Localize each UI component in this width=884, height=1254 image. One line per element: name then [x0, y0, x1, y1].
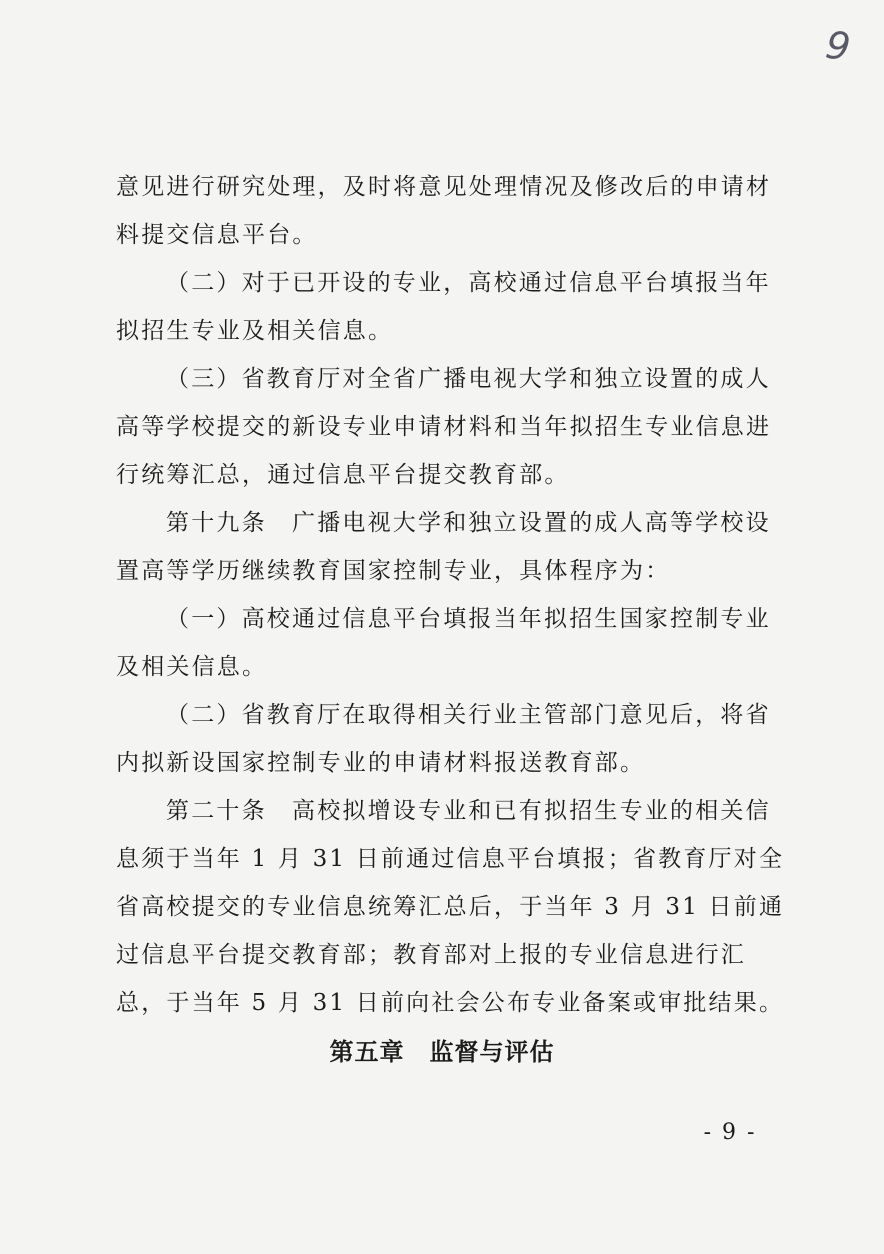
paragraph-continuation: 意见进行研究处理，及时将意见处理情况及修改后的申请材料提交信息平台。 [116, 174, 772, 248]
paragraph-item-1: （一）高校通过信息平台填报当年拟招生国家控制专业及相关信息。 [116, 606, 771, 680]
paragraph-item-3: （三）省教育厅对全省广播电视大学和独立设置的成人高等学校提交的新设专业申请材料和当年拟招生专业信息进行统筹汇总，通过信息平台提交教育部。 [116, 366, 772, 488]
body-text [116, 163, 792, 1027]
paragraph-item-2b: （二）省教育厅在取得相关行业主管部门意见后，将省内拟新设国家控制专业的申请材料报送教育部。 [116, 702, 771, 776]
chapter-title: 第五章 监督与评估 [329, 1038, 555, 1066]
paragraph-item-2: （二）对于已开设的专业，高校通过信息平台填报当年拟招生专业及相关信息。 [116, 270, 771, 344]
handwritten-page-mark: 9 [823, 22, 854, 70]
page-number: - 9 - [703, 1120, 757, 1145]
article-20: 第二十条 高校拟增设专业和已有拟招生专业的相关信息须于当年 1 月 31 日前通过信息平台填报；省教育厅对全省高校提交的专业信息统筹汇总后，于当年 3 月 31 日前通过信息平台提交教育部；教育部对上报的专业信息进行汇总，于当年 5 月 31 日前向社会公布专业备案或审批结果。 [116, 798, 785, 1016]
article-19: 第十九条 广播电视大学和独立设置的成人高等学校设置高等学历继续教育国家控制专业，具体程序为： [116, 510, 771, 584]
